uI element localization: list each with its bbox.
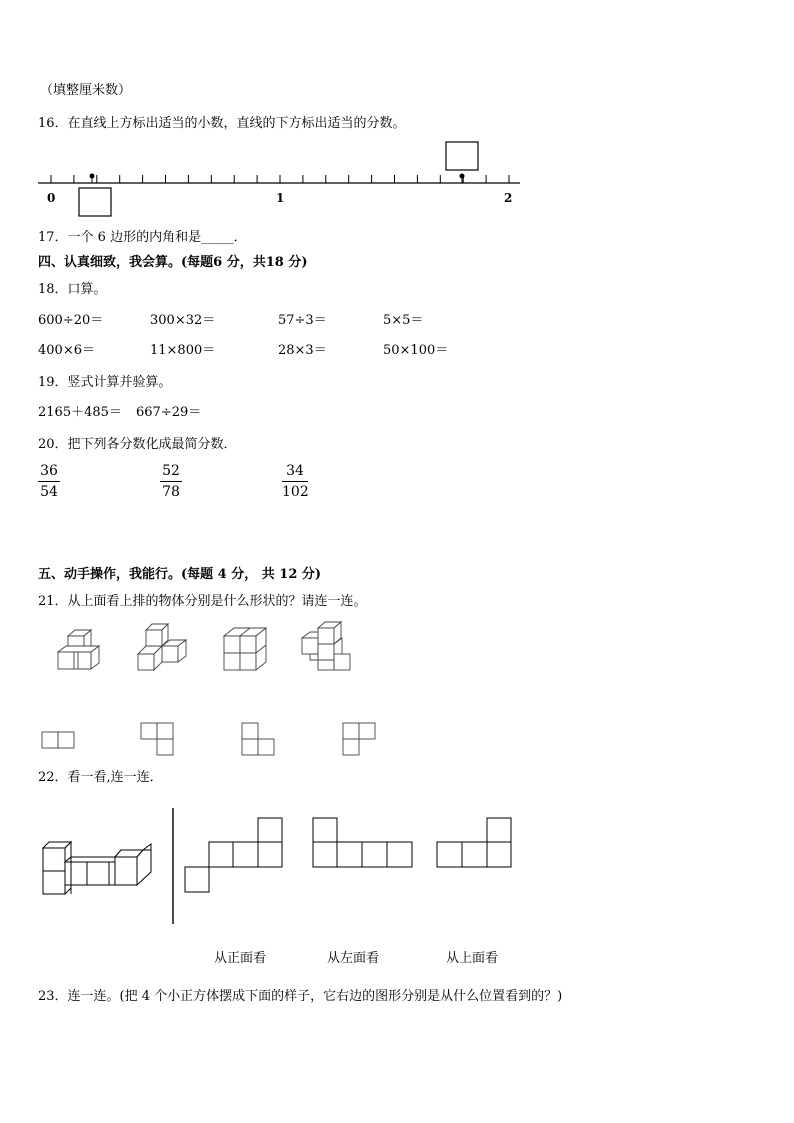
calc-item: 600÷20＝ bbox=[38, 313, 104, 328]
q16-text: 16．在直线上方标出适当的小数，直线的下方标出适当的分数。 bbox=[38, 116, 406, 131]
q21-text: 21．从上面看上排的物体分别是什么形状的？请连一连。 bbox=[38, 594, 367, 609]
calc-item: 400×6＝ bbox=[38, 343, 95, 358]
vertical-calc-item: 2165＋485＝ bbox=[38, 405, 122, 420]
fill-note: （填整厘米数） bbox=[40, 83, 132, 98]
numerator: 52 bbox=[162, 463, 180, 479]
nl-label-2: 2 bbox=[504, 191, 513, 205]
view-shape-2 bbox=[141, 723, 173, 755]
cube-figure-3 bbox=[224, 628, 266, 670]
calc-item: 50×100＝ bbox=[383, 343, 449, 358]
number-line bbox=[0, 0, 794, 230]
q17-text: 17．一个 6 边形的内角和是_____． bbox=[38, 230, 247, 245]
point-marker-1 bbox=[90, 174, 95, 179]
view-shape-4 bbox=[343, 723, 375, 755]
view-shape-3 bbox=[242, 723, 274, 755]
q19-text: 19．竖式计算并验算。 bbox=[38, 375, 172, 390]
calc-item: 5×5＝ bbox=[383, 313, 424, 328]
calc-item: 57÷3＝ bbox=[278, 313, 327, 328]
q21-cube-figures bbox=[0, 610, 400, 690]
denominator: 54 bbox=[40, 484, 58, 500]
q22-view-c bbox=[437, 818, 511, 867]
section4-title: 四、认真细致，我会算。(每题6 分，共18 分) bbox=[38, 255, 308, 270]
answer-box-bottom bbox=[79, 188, 111, 216]
fraction bbox=[282, 462, 308, 501]
point-marker-2 bbox=[460, 174, 465, 179]
q22-figures bbox=[0, 800, 560, 930]
view-label-front: 从正面看 bbox=[214, 951, 267, 966]
section5-title: 五、动手操作，我能行。(每题 4 分， 共 12 分) bbox=[38, 567, 322, 582]
cube-figure-2 bbox=[138, 624, 186, 670]
q22-solid bbox=[43, 842, 151, 894]
q20-text: 20．把下列各分数化成最简分数． bbox=[38, 437, 237, 452]
vertical-calc-item: 667÷29＝ bbox=[136, 405, 202, 420]
q22-text: 22．看一看,连一连． bbox=[38, 770, 163, 785]
answer-box-top bbox=[446, 142, 478, 170]
q23-text: 23．连一连。(把 4 个小正方体摆成下面的样子，它右边的图形分别是从什么位置看到的？) bbox=[38, 989, 563, 1004]
cube-figure-4 bbox=[302, 622, 350, 670]
numerator: 34 bbox=[286, 463, 304, 479]
q18-text: 18．口算。 bbox=[38, 282, 107, 297]
q22-view-a bbox=[185, 818, 282, 892]
denominator: 78 bbox=[162, 484, 180, 500]
view-label-left: 从左面看 bbox=[327, 951, 380, 966]
numerator: 36 bbox=[40, 463, 58, 479]
denominator: 102 bbox=[282, 484, 309, 500]
calc-item: 300×32＝ bbox=[150, 313, 216, 328]
view-shape-1 bbox=[42, 732, 74, 748]
q22-view-b bbox=[313, 818, 412, 867]
q21-view-shapes bbox=[0, 715, 400, 765]
fraction bbox=[38, 462, 60, 501]
cube-figure-1 bbox=[58, 630, 99, 669]
nl-label-0: 0 bbox=[47, 191, 56, 205]
calc-item: 11×800＝ bbox=[150, 343, 216, 358]
fraction bbox=[160, 462, 182, 501]
nl-label-1: 1 bbox=[276, 191, 285, 205]
calc-item: 28×3＝ bbox=[278, 343, 327, 358]
view-label-top: 从上面看 bbox=[446, 951, 499, 966]
